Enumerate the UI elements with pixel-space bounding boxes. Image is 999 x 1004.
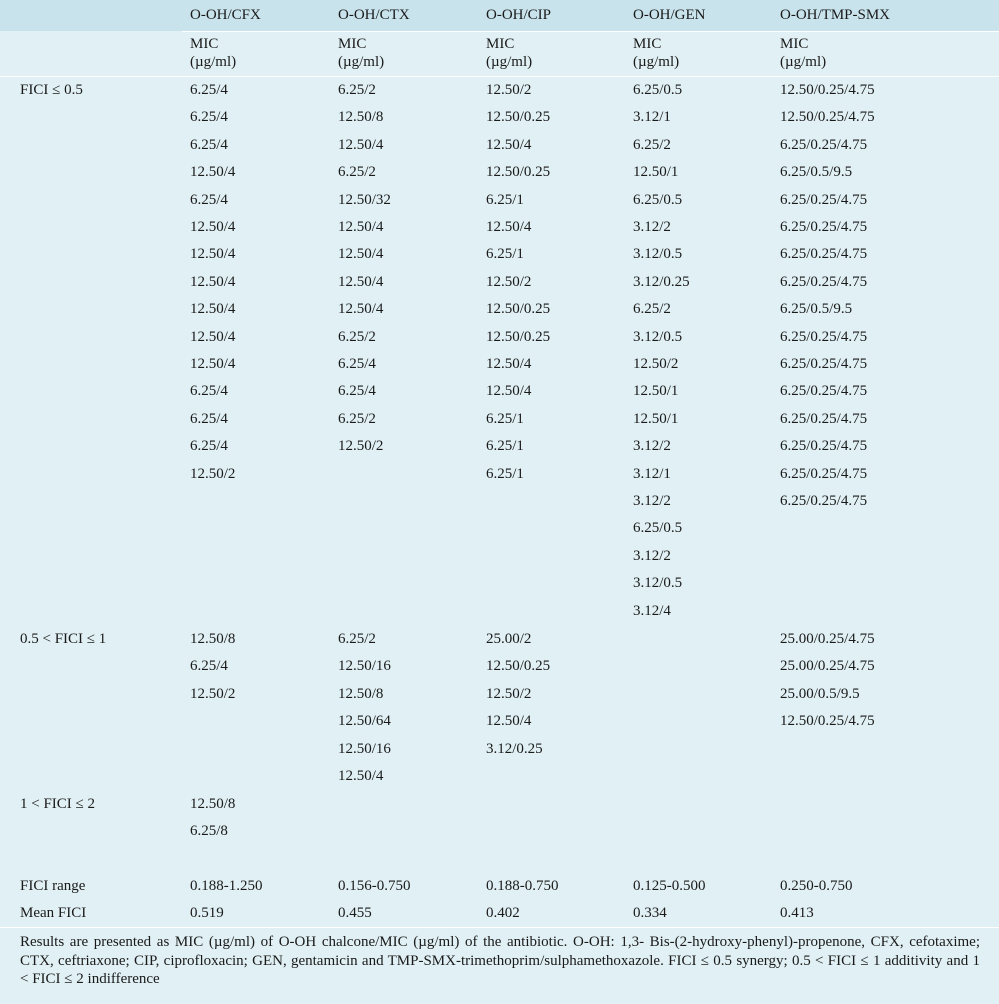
table-cell: 6.25/0.25/4.75 xyxy=(780,493,868,509)
summary-cell: 0.519 xyxy=(190,905,224,921)
table-cell: 12.50/0.25 xyxy=(486,301,551,317)
mic-label: MIC xyxy=(633,36,662,52)
table-cell: 6.25/0.25/4.75 xyxy=(780,192,868,208)
table-cell: 12.50/1 xyxy=(633,164,679,180)
table-cell: 3.12/1 xyxy=(633,466,671,482)
table-cell: 6.25/8 xyxy=(190,823,228,839)
summary-cell: 0.188-1.250 xyxy=(190,878,263,894)
table-cell: 3.12/4 xyxy=(633,603,671,619)
table-cell: 6.25/2 xyxy=(338,411,376,427)
table-cell: 12.50/4 xyxy=(338,219,384,235)
row-group-label: FICI ≤ 0.5 xyxy=(20,82,83,98)
table-cell: 12.50/2 xyxy=(486,274,532,290)
table-cell: 12.50/4 xyxy=(338,137,384,153)
table-cell: 6.25/0.25/4.75 xyxy=(780,329,868,345)
mic-subheader-cfx xyxy=(190,35,236,71)
mic-unit: (µg/ml) xyxy=(486,54,533,70)
row-group-label: 0.5 < FICI ≤ 1 xyxy=(20,631,107,647)
table-cell: 12.50/4 xyxy=(486,383,532,399)
mic-subheader-ctx xyxy=(338,35,384,71)
table-cell: 6.25/1 xyxy=(486,192,524,208)
table-cell: 12.50/0.25/4.75 xyxy=(780,109,875,125)
mic-subheader-gen xyxy=(633,35,679,71)
summary-cell: 0.188-0.750 xyxy=(486,878,559,894)
mic-label: MIC xyxy=(486,36,515,52)
table-cell: 12.50/1 xyxy=(633,383,679,399)
table-cell: 12.50/0.25 xyxy=(486,109,551,125)
summary-cell: 0.125-0.500 xyxy=(633,878,706,894)
table-cell: 12.50/16 xyxy=(338,658,391,674)
summary-cell: 0.156-0.750 xyxy=(338,878,411,894)
table-cell: 6.25/2 xyxy=(338,164,376,180)
header-separator xyxy=(182,31,999,32)
table-cell: 12.50/4 xyxy=(486,219,532,235)
table-cell: 12.50/4 xyxy=(190,219,236,235)
table-cell: 6.25/2 xyxy=(338,631,376,647)
table-cell: 12.50/4 xyxy=(190,301,236,317)
table-cell: 6.25/4 xyxy=(338,356,376,372)
table-cell: 3.12/2 xyxy=(633,438,671,454)
table-cell: 6.25/0.25/4.75 xyxy=(780,246,868,262)
table-cell: 6.25/0.25/4.75 xyxy=(780,219,868,235)
table-cell: 12.50/4 xyxy=(486,713,532,729)
table-cell: 12.50/0.25 xyxy=(486,658,551,674)
table-cell: 6.25/4 xyxy=(190,82,228,98)
table-cell: 12.50/0.25/4.75 xyxy=(780,713,875,729)
table-cell: 12.50/2 xyxy=(486,686,532,702)
table-cell: 12.50/2 xyxy=(190,466,236,482)
table-cell: 6.25/1 xyxy=(486,411,524,427)
table-cell: 12.50/4 xyxy=(338,274,384,290)
table-cell: 6.25/4 xyxy=(190,658,228,674)
table-cell: 6.25/0.5 xyxy=(633,520,683,536)
table-cell: 3.12/0.5 xyxy=(633,246,683,262)
table-cell: 12.50/32 xyxy=(338,192,391,208)
table-cell: 12.50/0.25/4.75 xyxy=(780,82,875,98)
table-cell: 25.00/0.25/4.75 xyxy=(780,631,875,647)
table-cell: 12.50/2 xyxy=(633,356,679,372)
table-cell: 6.25/2 xyxy=(633,137,671,153)
table-cell: 12.50/2 xyxy=(486,82,532,98)
table-cell: 6.25/4 xyxy=(190,411,228,427)
summary-cell: 0.250-0.750 xyxy=(780,878,853,894)
table-cell: 12.50/0.25 xyxy=(486,329,551,345)
table-cell: 12.50/0.25 xyxy=(486,164,551,180)
summary-row-label: Mean FICI xyxy=(20,905,87,921)
table-cell: 12.50/8 xyxy=(338,686,384,702)
table-cell: 12.50/4 xyxy=(190,274,236,290)
table-cell: 12.50/4 xyxy=(338,768,384,784)
table-cell: 3.12/0.25 xyxy=(633,274,690,290)
table-cell: 25.00/2 xyxy=(486,631,532,647)
mic-unit: (µg/ml) xyxy=(780,54,827,70)
table-cell: 6.25/0.25/4.75 xyxy=(780,383,868,399)
table-cell: 6.25/2 xyxy=(338,329,376,345)
table-cell: 6.25/1 xyxy=(486,438,524,454)
table-cell: 12.50/4 xyxy=(486,356,532,372)
column-header-ctx: O-OH/CTX xyxy=(338,7,410,23)
table-cell: 6.25/0.25/4.75 xyxy=(780,137,868,153)
table-cell: 6.25/0.25/4.75 xyxy=(780,274,868,290)
summary-cell: 0.413 xyxy=(780,905,814,921)
table-cell: 12.50/4 xyxy=(486,137,532,153)
table-cell: 12.50/2 xyxy=(190,686,236,702)
table-cell: 6.25/0.25/4.75 xyxy=(780,438,868,454)
table-cell: 12.50/1 xyxy=(633,411,679,427)
mic-unit: (µg/ml) xyxy=(338,54,385,70)
table-cell: 3.12/2 xyxy=(633,493,671,509)
table-cell: 25.00/0.25/4.75 xyxy=(780,658,875,674)
mic-label: MIC xyxy=(338,36,367,52)
table-cell: 6.25/4 xyxy=(190,383,228,399)
table-cell: 12.50/4 xyxy=(338,301,384,317)
footnote-rule xyxy=(0,927,999,928)
table-cell: 6.25/0.25/4.75 xyxy=(780,411,868,427)
table-cell: 12.50/2 xyxy=(338,438,384,454)
summary-cell: 0.334 xyxy=(633,905,667,921)
table-cell: 12.50/4 xyxy=(190,164,236,180)
table-cell: 12.50/8 xyxy=(190,631,236,647)
table-cell: 12.50/64 xyxy=(338,713,391,729)
table-cell: 25.00/0.5/9.5 xyxy=(780,686,860,702)
table-cell: 6.25/1 xyxy=(486,466,524,482)
table-cell: 3.12/1 xyxy=(633,109,671,125)
mic-subheader-cip xyxy=(486,35,532,71)
mic-subheader-tmp-smx xyxy=(780,35,826,71)
summary-cell: 0.455 xyxy=(338,905,372,921)
summary-cell: 0.402 xyxy=(486,905,520,921)
table-cell: 6.25/2 xyxy=(633,301,671,317)
table-cell: 12.50/4 xyxy=(190,329,236,345)
summary-row-label: FICI range xyxy=(20,878,86,894)
table-cell: 6.25/0.5 xyxy=(633,82,683,98)
table-cell: 6.25/4 xyxy=(190,438,228,454)
column-header-cfx: O-OH/CFX xyxy=(190,7,261,23)
table-cell: 12.50/8 xyxy=(338,109,384,125)
table-cell: 6.25/4 xyxy=(190,192,228,208)
table-cell: 6.25/0.25/4.75 xyxy=(780,356,868,372)
column-header-gen: O-OH/GEN xyxy=(633,7,706,23)
table-cell: 6.25/0.25/4.75 xyxy=(780,466,868,482)
mic-label: MIC xyxy=(780,36,809,52)
table-cell: 12.50/4 xyxy=(190,356,236,372)
table-cell: 6.25/4 xyxy=(338,383,376,399)
table-cell: 12.50/16 xyxy=(338,741,391,757)
table-cell: 6.25/0.5/9.5 xyxy=(780,164,853,180)
mic-unit: (µg/ml) xyxy=(190,54,237,70)
table-cell: 12.50/8 xyxy=(190,796,236,812)
column-header-cip: O-OH/CIP xyxy=(486,7,552,23)
table-cell: 3.12/0.5 xyxy=(633,329,683,345)
header-bottom-rule xyxy=(0,76,999,77)
table-cell: 6.25/1 xyxy=(486,246,524,262)
table-cell: 6.25/2 xyxy=(338,82,376,98)
table-cell: 6.25/0.5 xyxy=(633,192,683,208)
table-footnote: Results are presented as MIC (µg/ml) of O-OH chalcone/MIC (µg/ml) of the antibiotic. O-OH: 1,3- Bis-(2-hydroxy-phenyl)-propenone, CFX, cefotaxime; CTX, ceftriaxone; CIP, ciprofloxacin; GEN, gentamicin and TMP-SMX-trimethoprim/sulphamethoxazole. FICI ≤ 0.5 synergy; 0.5 < FICI ≤ 1 additivity and 1 < FICI ≤ 2 indifference xyxy=(20,934,980,987)
table-cell: 3.12/0.25 xyxy=(486,741,543,757)
table-cell: 6.25/0.5/9.5 xyxy=(780,301,853,317)
table-cell: 3.12/0.5 xyxy=(633,575,683,591)
mic-label: MIC xyxy=(190,36,219,52)
table-cell: 3.12/2 xyxy=(633,219,671,235)
table-cell: 6.25/4 xyxy=(190,109,228,125)
mic-unit: (µg/ml) xyxy=(633,54,680,70)
table-cell: 6.25/4 xyxy=(190,137,228,153)
table-cell: 3.12/2 xyxy=(633,548,671,564)
row-group-label: 1 < FICI ≤ 2 xyxy=(20,796,96,812)
table-cell: 12.50/4 xyxy=(338,246,384,262)
column-header-tmp-smx: O-OH/TMP-SMX xyxy=(780,7,891,23)
table-cell: 12.50/4 xyxy=(190,246,236,262)
